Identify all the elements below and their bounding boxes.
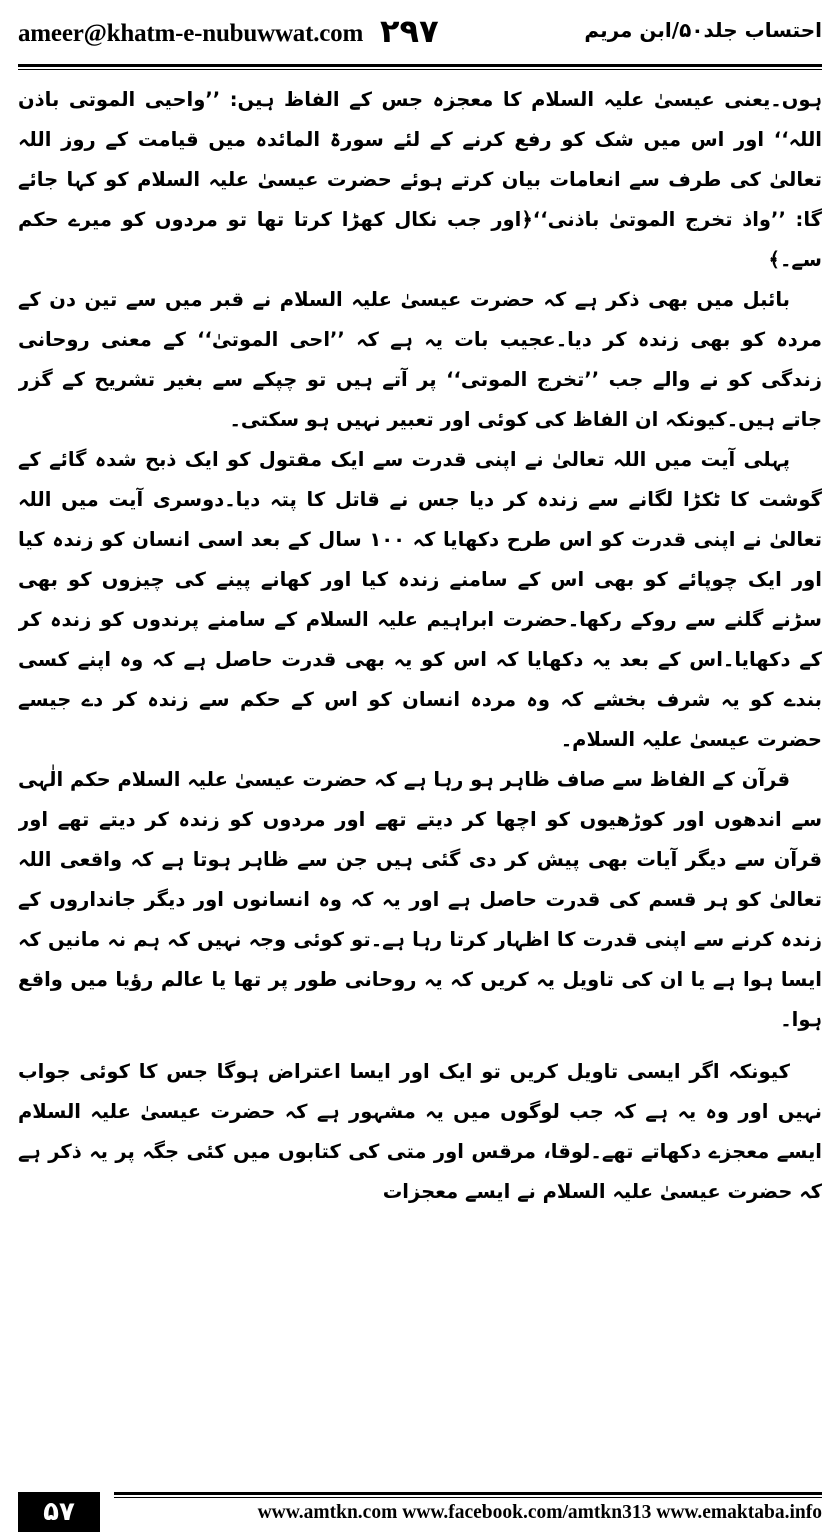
page-header bbox=[18, 12, 822, 66]
header-book-title: احتساب جلد۵۰/ابن مریم bbox=[584, 18, 822, 42]
header-divider bbox=[18, 64, 822, 67]
page-footer bbox=[18, 1492, 822, 1532]
paragraph-4: قرآن کے الفاظ سے صاف ظاہر ہو رہا ہے کہ حضرت عیسیٰ علیہ السلام حکم الٰہی سے اندھوں اور کوڑھیوں کو اچھا کر دیتے تھے اور مردوں کو زندہ کر دیتے تھے اور قرآن سے دیگر آیات بھی پیش کر دی گئی ہیں جن سے ظاہر ہوتا ہے کہ واقعی اللہ تعالیٰ کو ہر قسم کی قدرت حاصل ہے اور یہ کہ وہ انسانوں اور دیگر جانداروں کے زندہ کرنے سے اپنی قدرت کا اظہار کرتا رہا ہے۔تو کوئی وجہ نہیں کہ ہم نہ مانیں کہ ایسا ہوا ہے یا ان کی تاویل یہ کریں کہ یہ روحانی طور پر تھا یا عالم رؤیا میں واقع ہوا۔ bbox=[18, 768, 822, 1031]
header-email[interactable]: ameer@khatm-e-nubuwwat.com bbox=[18, 20, 364, 47]
footer-divider-thin bbox=[114, 1497, 822, 1498]
header-divider-thin bbox=[18, 69, 822, 70]
header-page-number: ۲۹۷ bbox=[380, 12, 439, 50]
paragraph-5: کیونکہ اگر ایسی تاویل کریں تو ایک اور ایسا اعتراض ہوگا جس کا کوئی جواب نہیں اور وہ یہ ہے کہ جب لوگوں میں یہ مشہور ہے کہ حضرت عیسیٰ علیہ السلام ایسے معجزے دکھاتے تھے۔لوقا، مرقس اور متی کی کتابوں میں کئی جگہ پر یہ ذکر ہے کہ حضرت عیسیٰ علیہ السلام نے ایسے معجزات bbox=[18, 1060, 822, 1203]
footer-links[interactable]: www.amtkn.com www.facebook.com/amtkn313 www.emaktaba.info bbox=[257, 1502, 822, 1523]
footer-divider bbox=[114, 1492, 822, 1495]
paragraph-2: بائبل میں بھی ذکر ہے کہ حضرت عیسیٰ علیہ السلام نے قبر میں سے تین دن کے مردہ کو بھی زندہ کر دیا۔عجیب بات یہ ہے کہ ’’احی الموتیٰ‘‘ کے معنی روحانی زندگی کو نے والے جب ’’تخرج الموتی‘‘ پر آتے ہیں تو چپکے سے بغیر تشریح کے گزر جاتے ہیں۔کیونکہ ان الفاظ کی کوئی اور تعبیر نہیں ہو سکتی۔ bbox=[18, 288, 822, 431]
page-body bbox=[18, 80, 822, 1448]
footer-page-number: ۵۷ bbox=[18, 1492, 100, 1532]
paragraph-1: ہوں۔یعنی عیسیٰ علیہ السلام کا معجزہ جس کے الفاظ ہیں: ’’واحیی الموتی باذن اللہ‘‘ اور اس میں شک کو رفع کرنے کے لئے سورۃ المائدہ میں قیامت کے روز اللہ تعالیٰ کی طرف سے انعامات بیان کرتے ہوئے حضرت عیسیٰ علیہ السلام کو کہا جائے گا: ’’واذ تخرج الموتیٰ باذنی‘‘﴿اور جب نکال کھڑا کرتا تھا تو مردوں کو میرے حکم سے۔﴾ bbox=[18, 88, 822, 271]
paragraph-3: پہلی آیت میں اللہ تعالیٰ نے اپنی قدرت سے ایک مقتول کو ایک ذبح شدہ گائے کے گوشت کا ٹکڑا لگانے سے زندہ کر دیا جس نے قاتل کا پتہ دیا۔دوسری آیت میں اللہ تعالیٰ نے اپنی قدرت کو اس طرح دکھایا کہ ۱۰۰ سال کے بعد اسی انسان کو زندہ کیا اور ایک چوپائے کو بھی اس کے سامنے زندہ کیا اور کھانے پینے کی چیزوں کو بھی سڑنے گلنے سے روکے رکھا۔حضرت ابراہیم علیہ السلام کے سامنے پرندوں کو زندہ کر کے دکھایا۔اس کے بعد یہ دکھایا کہ اس کو یہ بھی قدرت حاصل ہے کہ وہ اپنے کسی بندے کو یہ شرف بخشے کہ وہ مردہ انسان کو اس کے حکم سے زندہ کر دے جیسے حضرت عیسیٰ علیہ السلام۔ bbox=[18, 448, 822, 751]
